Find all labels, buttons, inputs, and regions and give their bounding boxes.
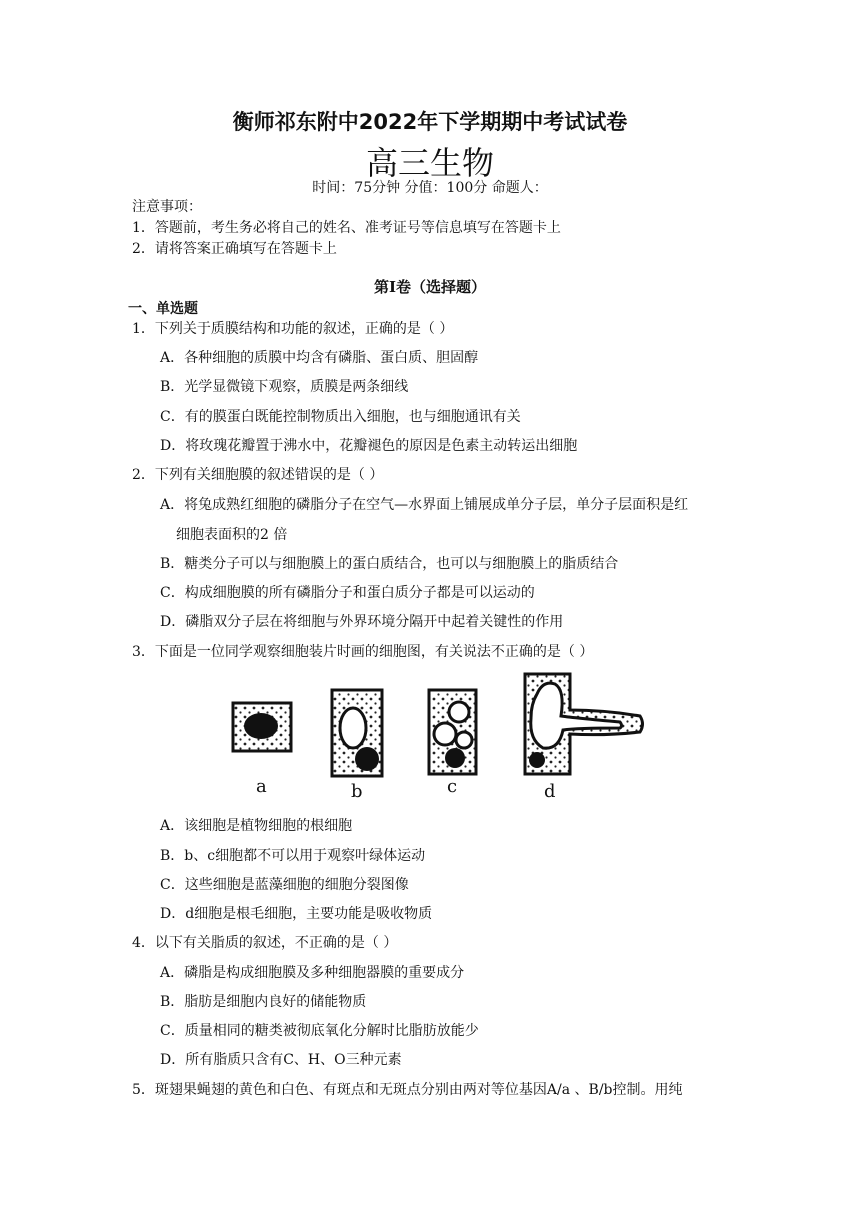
figure-label-a: a bbox=[256, 776, 267, 797]
cell-diagram-figure bbox=[225, 670, 655, 805]
option-a: A．将兔成熟红细胞的磷脂分子在空气—水界面上铺展成单分子层，单分子层面积是红 bbox=[160, 497, 689, 513]
option-a: A．磷脂是构成细胞膜及多种细胞器膜的重要成分 bbox=[160, 965, 465, 981]
option-d: D．将玫瑰花瓣置于沸水中，花瓣褪色的原因是色素主动转运出细胞 bbox=[160, 438, 578, 454]
cell-d-drawing bbox=[525, 674, 643, 774]
exam-title: 衡师祁东附中2022年下学期期中考试试卷 bbox=[232, 110, 628, 134]
cell-drawings bbox=[225, 670, 655, 805]
note-item: 2．请将答案正确填写在答题卡上 bbox=[132, 241, 337, 257]
figure-label-c: c bbox=[447, 776, 458, 797]
option-d: D．磷脂双分子层在将细胞与外界环境分隔开中起着关键性的作用 bbox=[160, 614, 564, 630]
question-stem: 2．下列有关细胞膜的叙述错误的是（ ） bbox=[132, 467, 384, 483]
option-b: B．b、c细胞都不可以用于观察叶绿体运动 bbox=[160, 848, 426, 864]
option-c: C．这些细胞是蓝藻细胞的细胞分裂图像 bbox=[160, 877, 409, 893]
exam-meta: 时间：75分钟 分值：100分 命题人： bbox=[312, 180, 548, 196]
option-c: C．有的膜蛋白既能控制物质出入细胞，也与细胞通讯有关 bbox=[160, 409, 521, 425]
section-title: 第Ⅰ卷（选择题） bbox=[373, 278, 487, 296]
option-d: D．所有脂质只含有C、H、O三种元素 bbox=[160, 1052, 402, 1068]
subject-title: 高三生物 bbox=[365, 144, 494, 182]
figure-label-d: d bbox=[544, 781, 556, 802]
note-item: 1．答题前，考生务必将自己的姓名、准考证号等信息填写在答题卡上 bbox=[132, 220, 561, 236]
question-stem: 4．以下有关脂质的叙述，不正确的是（ ） bbox=[132, 935, 398, 951]
option-a: A．各种细胞的质膜中均含有磷脂、蛋白质、胆固醇 bbox=[160, 350, 479, 366]
question-stem: 1．下列关于质膜结构和功能的叙述，正确的是（ ） bbox=[132, 321, 454, 337]
question-stem: 3．下面是一位同学观察细胞装片时画的细胞图，有关说法不正确的是（ ） bbox=[132, 644, 594, 660]
question-stem: 5．斑翅果蝇翅的黄色和白色、有斑点和无斑点分别由两对等位基因A/a 、B/b控制。用纯 bbox=[132, 1082, 683, 1098]
notes-heading: 注意事项： bbox=[132, 199, 202, 215]
cell-a-drawing bbox=[233, 703, 291, 751]
cell-b-drawing bbox=[332, 690, 382, 776]
option-d: D．d细胞是根毛细胞，主要功能是吸收物质 bbox=[160, 906, 433, 922]
option-a: A．该细胞是植物细胞的根细胞 bbox=[160, 818, 353, 834]
section-heading: 一、单选题 bbox=[128, 301, 198, 317]
cell-c-drawing bbox=[429, 690, 476, 774]
option-b: B．光学显微镜下观察，质膜是两条细线 bbox=[160, 379, 409, 395]
option-b: B．脂肪是细胞内良好的储能物质 bbox=[160, 994, 367, 1010]
option-c: C．质量相同的糖类被彻底氧化分解时比脂肪放能少 bbox=[160, 1023, 479, 1039]
option-c: C．构成细胞膜的所有磷脂分子和蛋白质分子都是可以运动的 bbox=[160, 585, 535, 601]
option-a-continued: 细胞表面积的2 倍 bbox=[176, 527, 288, 543]
figure-label-b: b bbox=[351, 781, 363, 802]
option-b: B．糖类分子可以与细胞膜上的蛋白质结合，也可以与细胞膜上的脂质结合 bbox=[160, 556, 619, 572]
